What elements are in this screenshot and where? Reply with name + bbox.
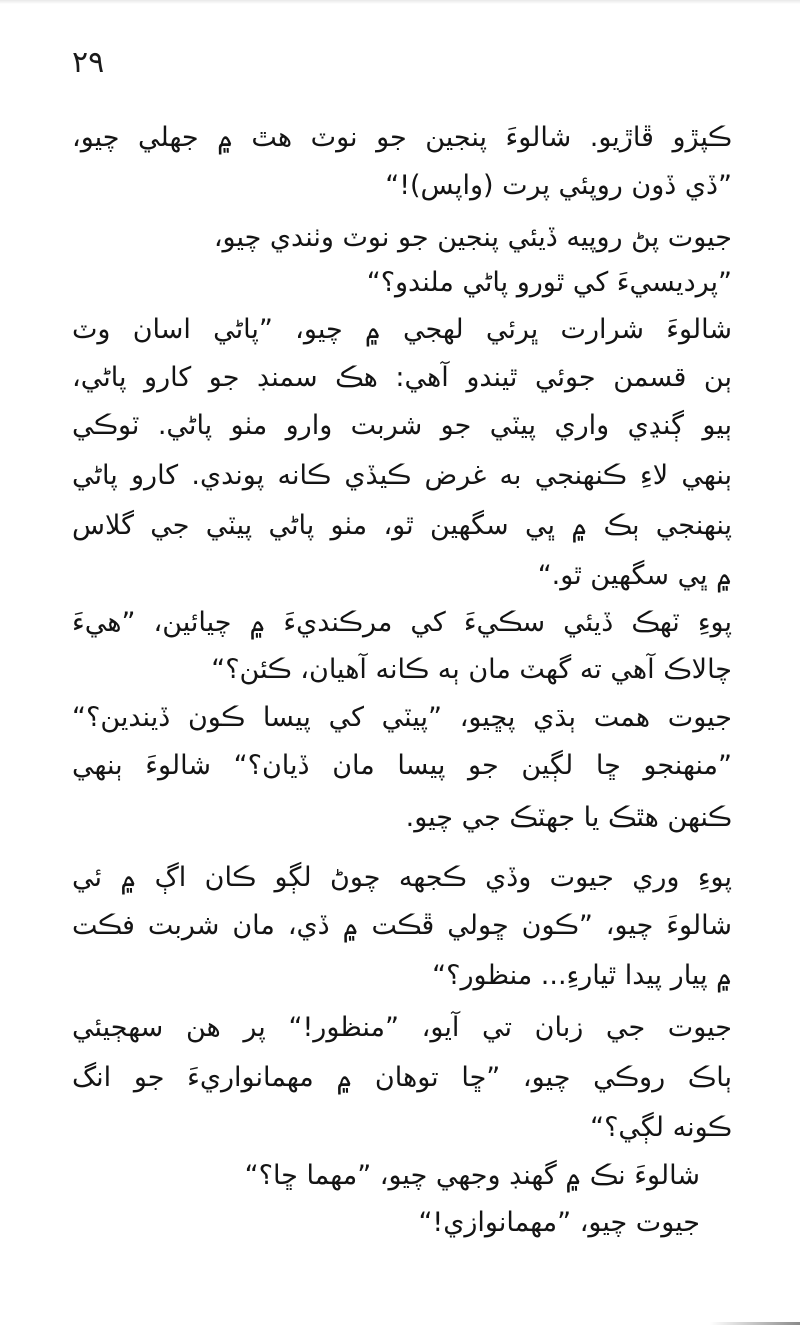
text-line: ڪپڙو ڦاڙيو. شالوءَ پنجين جو نوٽ هٿ ۾ جهلي چيو، bbox=[72, 122, 732, 153]
text-line: پنهنجي ٻڪ ۾ ڀي سگهين ٿو، مٺو پاڻي پيٽي جي گلاس bbox=[72, 510, 732, 541]
text-line: شالوءَ چيو، ”ڪون ڇولي ڦڪت ۾ ڏي، مان شربت فڪت bbox=[72, 910, 732, 941]
text-line: ”منهنجو ڇا لڳين جو پيسا مان ڏيان؟“ شالوءَ ٻنهي bbox=[72, 750, 732, 781]
text-line: ۾ پيار پيدا ٿيارءِ... منظور؟“ bbox=[432, 960, 732, 991]
text-line: ڪنهن هٿڪ يا جهٽڪ جي چيو. bbox=[405, 802, 732, 833]
text-line: پوءِ ٽهڪ ڏيئي سڪيءَ کي مرڪنديءَ ۾ چيائين، ”هيءَ bbox=[72, 607, 732, 638]
text-line: ۾ ڀي سگهين ٿو.“ bbox=[537, 560, 732, 591]
text-line: شالوءَ شرارت ڀرئي لهجي ۾ چيو، ”پاڻي اسان وٽ bbox=[72, 314, 732, 345]
text-line: ٻاڪ روڪي چيو، ”ڇا توهان ۾ مهمانواريءَ جو انگ bbox=[72, 1062, 732, 1093]
text-line: جيوت جي زبان تي آيو، ”منظور!“ پر هن سهڄيئي bbox=[72, 1012, 732, 1043]
text-line: جيوت چيو، ”مهمانوازي!“ bbox=[418, 1207, 700, 1238]
text-line: پوءِ وري جيوت وڏي ڪجهه چوڻ لڳو ڪان اڳ ۾ ئي bbox=[72, 862, 732, 893]
page-number: ٢٩ bbox=[72, 45, 105, 80]
text-line: ٻيو ڳنڍي واري پيٽي جو شربت وارو مٺو پاڻي. ٽوڪي bbox=[72, 410, 732, 441]
text-line: ٻن قسمن جوئي ٿيندو آهي: هڪ سمنڊ جو کارو پاڻي، bbox=[72, 362, 732, 393]
text-line: ٻنهي لاءِ ڪنهنجي به غرض ڪيڏي ڪانه پوندي. کارو پاڻي bbox=[72, 460, 732, 491]
text-line: ”پرديسيءَ کي ٿورو پاڻي ملندو؟“ bbox=[366, 267, 732, 298]
text-line: جيوت پڻ روپيه ڏيئي پنجين جو نوٽ وٺندي چيو، bbox=[213, 222, 732, 253]
text-line: جيوت همت ٻڌي پڇيو، ”پيٽي کي پيسا ڪون ڏيندين؟“ bbox=[72, 702, 732, 733]
text-line: چالاڪ آهي ته گهٽ مان ٻه ڪانه آهيان، ڪئن؟“ bbox=[211, 654, 732, 685]
text-line: ”ڏي ڏون روپئي پرت (واپس)!“ bbox=[385, 170, 732, 201]
scan-top-edge bbox=[0, 0, 800, 4]
text-line: شالوءَ نڪ ۾ گهنڊ وجهي چيو، ”مهما ڇا؟“ bbox=[244, 1160, 700, 1191]
text-line: ڪونه لڳي؟“ bbox=[590, 1112, 732, 1143]
